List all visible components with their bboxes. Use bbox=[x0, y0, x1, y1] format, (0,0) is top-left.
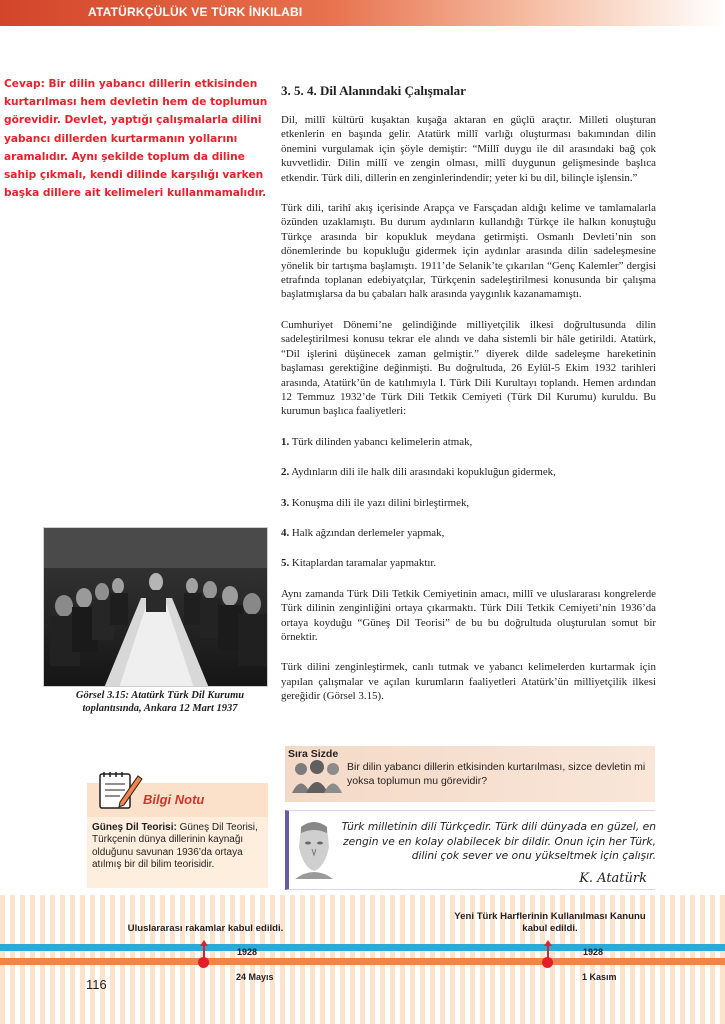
list-item-number: 1. bbox=[281, 435, 290, 448]
timeline-marker bbox=[198, 957, 209, 968]
meeting-photo-illustration bbox=[44, 528, 268, 687]
paragraph: Cumhuriyet Dönemi’ne gelindiğinde milliyetçilik ilkesi doğrultusunda dilin sadeleştirilmesi konusu tekrar ele alındı ve daha sistemli bir hâle getirildi. Atatürk, “Dil işlerini düşünecek zaman gelmiştir.” diyerek dilde sadeleşme hareketinin başlaması gerektiğine değinmişti. Bu doğrultuda, 26 Eylül-5 Ekim 1932 tarihleri arasında, Atatürk’ün de katılımıyla I. Türk Dili Kurultayı toplandı. Hemen ardından 12 Temmuz 1932’de Türk Dili Tetkik Cemiyeti (Türk Dil Kurumu) kuruldu. Bu kurumun başlıca faaliyetleri: bbox=[281, 318, 656, 418]
portrait-icon bbox=[293, 819, 335, 884]
list-item-text: Konuşma dili ile yazı dilini birleştirmek, bbox=[289, 496, 470, 509]
bilgi-notu-body: Güneş Dil Teorisi, Türkçenin dünya dillerinin kaynağı olduğunu savunan 1936’da ortaya atılmış bir dil bilim teorisidir. bbox=[92, 822, 258, 871]
quote-text: Türk milletinin dili Türkçedir. Türk dili dünyada en güzel, en zengin ve en kolay olabilecek bir dildir. Onun için her Türk, dilini çok sever ve onu yükseltmek için çalışır. bbox=[341, 820, 656, 862]
timeline-year: 1928 bbox=[583, 947, 604, 957]
header-banner bbox=[0, 0, 725, 26]
historical-photo bbox=[43, 527, 268, 687]
bilgi-notu-box bbox=[87, 817, 268, 888]
main-column bbox=[281, 83, 656, 720]
notepad-pencil-icon bbox=[98, 770, 144, 815]
paragraph: Dil, millî kültürü kuşaktan kuşağa aktaran en güçlü araçtır. Milleti oluşturan etkenlerin en başında gelir. Atatürk millî varlığı oluşturması bakımından dilin önemini vurgulamak için şöyle demiştir: “Millî duygu ile dil arasındaki bağ çok kuvvetlidir. Dilin millî ve zengin olması, millî duygunun gelişmesinde başlıca etkendir. Türk dili, dillerin en zenginlerindendir; yeter ki bu dil, bilinçle işlensin.” bbox=[281, 114, 656, 184]
list-item bbox=[281, 435, 656, 449]
list-item-number: 3. bbox=[281, 496, 290, 509]
timeline-blue-line bbox=[0, 944, 725, 951]
timeline-orange-line bbox=[0, 958, 725, 965]
signature: K. Atatürk bbox=[579, 871, 647, 886]
timeline-event: Yeni Türk Harflerinin Kullanılması Kanunu kabul edildi. bbox=[454, 911, 646, 934]
timeline-date: 1 Kasım bbox=[582, 972, 617, 982]
sira-sizde-label: Sıra Sizde bbox=[288, 748, 339, 760]
paragraph: Türk dili, tarihî akış içerisinde Arapça ve Farsçadan aldığı kelime ve tamlamalarla özünden uzaklamıştı. Bu durum aydınların kullandığı Türkçe ile halkın konuştuğu Türkçe arasında bir kopukluk meydana getirmişti. Osmanlı Devleti’nin son dönemlerinde bu kopukluğu gidermek için aydınlar arasında dilin sadeleşmesine yönelik bir tartışma başlamıştı. 1911’de Selanik’te çıkarılan “Genç Kalemler” dergisi etrafında toplanan edebiyatçılar, Türkçenin sadeleştirilmesi konusunda bir çalışma başlatmışlarsa da bu çabaları halk arasında yaygınlık kazanamamıştı. bbox=[281, 202, 656, 301]
ataturk-quote-box bbox=[285, 810, 655, 890]
list-item-number: 5. bbox=[281, 557, 290, 570]
timeline bbox=[0, 895, 725, 1024]
list-item-number: 4. bbox=[281, 526, 290, 539]
list-item bbox=[281, 496, 656, 510]
list-item-text: Türk dilinden yabancı kelimelerin atmak, bbox=[289, 435, 473, 448]
paragraph: Türk dilini zenginleştirmek, canlı tutmak ve yabancı kelimelerden kurtarmak için yapılan çalışmalar ve açılan kurumların faaliyetleri Atatürk’ün milliyetçilik ilkesi gereğidir (Görsel 3.15). bbox=[281, 661, 656, 703]
answer-text: Cevap: Bir dilin yabancı dillerin etkisinden kurtarılması hem devletin hem de toplumun görevidir. Devlet, yaptığı çalışmalarla dilini yabancı dillerden kurtarmanın yollarını aramalıdır. Aynı şekilde toplum da diline sahip çıkmalı, kendi dilinde karşılığı varken başka dillere ait kelimeleri kullanmamalıdır. bbox=[4, 78, 268, 200]
page-number: 116 bbox=[86, 977, 107, 992]
timeline-marker bbox=[542, 957, 553, 968]
list-item-text: Halk ağzından derlemeler yapmak, bbox=[289, 526, 445, 539]
list-item-text: Aydınların dili ile halk dili arasındaki kopukluğun gidermek, bbox=[289, 466, 556, 479]
sira-sizde-box bbox=[285, 746, 655, 802]
photo-caption: Görsel 3.15: Atatürk Türk Dil Kurumu toplantısında, Ankara 12 Mart 1937 bbox=[75, 690, 245, 714]
people-icon bbox=[291, 759, 343, 798]
list-item bbox=[281, 526, 656, 540]
list-item bbox=[281, 556, 656, 570]
bilgi-notu-text bbox=[92, 822, 264, 872]
paragraph: Aynı zamanda Türk Dili Tetkik Cemiyetinin amacı, millî ve uluslararası kongrelerde Türk dilinin zenginliğini ortaya çıkarmaktı. Türk Dili Tetkik Cemiyeti’nin 1936’da ortaya koyduğu “Güneş Dil Teorisi” de bu bu doğrultuda oluşturulan somut bir örnektir. bbox=[281, 587, 656, 643]
section-title: 3. 5. 4. Dil Alanındaki Çalışmalar bbox=[281, 83, 466, 98]
bilgi-notu-title: Bilgi Notu bbox=[143, 792, 205, 807]
timeline-date: 24 Mayıs bbox=[236, 972, 274, 982]
list-item bbox=[281, 465, 656, 479]
list-item-text: Kitaplardan taramalar yapmaktır. bbox=[289, 557, 437, 570]
header-title: ATATÜRKÇÜLÜK VE TÜRK İNKILABI bbox=[88, 5, 303, 19]
sira-sizde-question: Bir dilin yabancı dillerin etkisinden kurtarılması, sizce devletin mi yoksa toplumun mu görevidir? bbox=[347, 761, 646, 787]
bilgi-notu-term: Güneş Dil Teorisi: bbox=[92, 822, 177, 833]
timeline-year: 1928 bbox=[237, 947, 258, 957]
list-item-number: 2. bbox=[281, 466, 290, 479]
timeline-event: Uluslararası rakamlar kabul edildi. bbox=[127, 923, 284, 934]
